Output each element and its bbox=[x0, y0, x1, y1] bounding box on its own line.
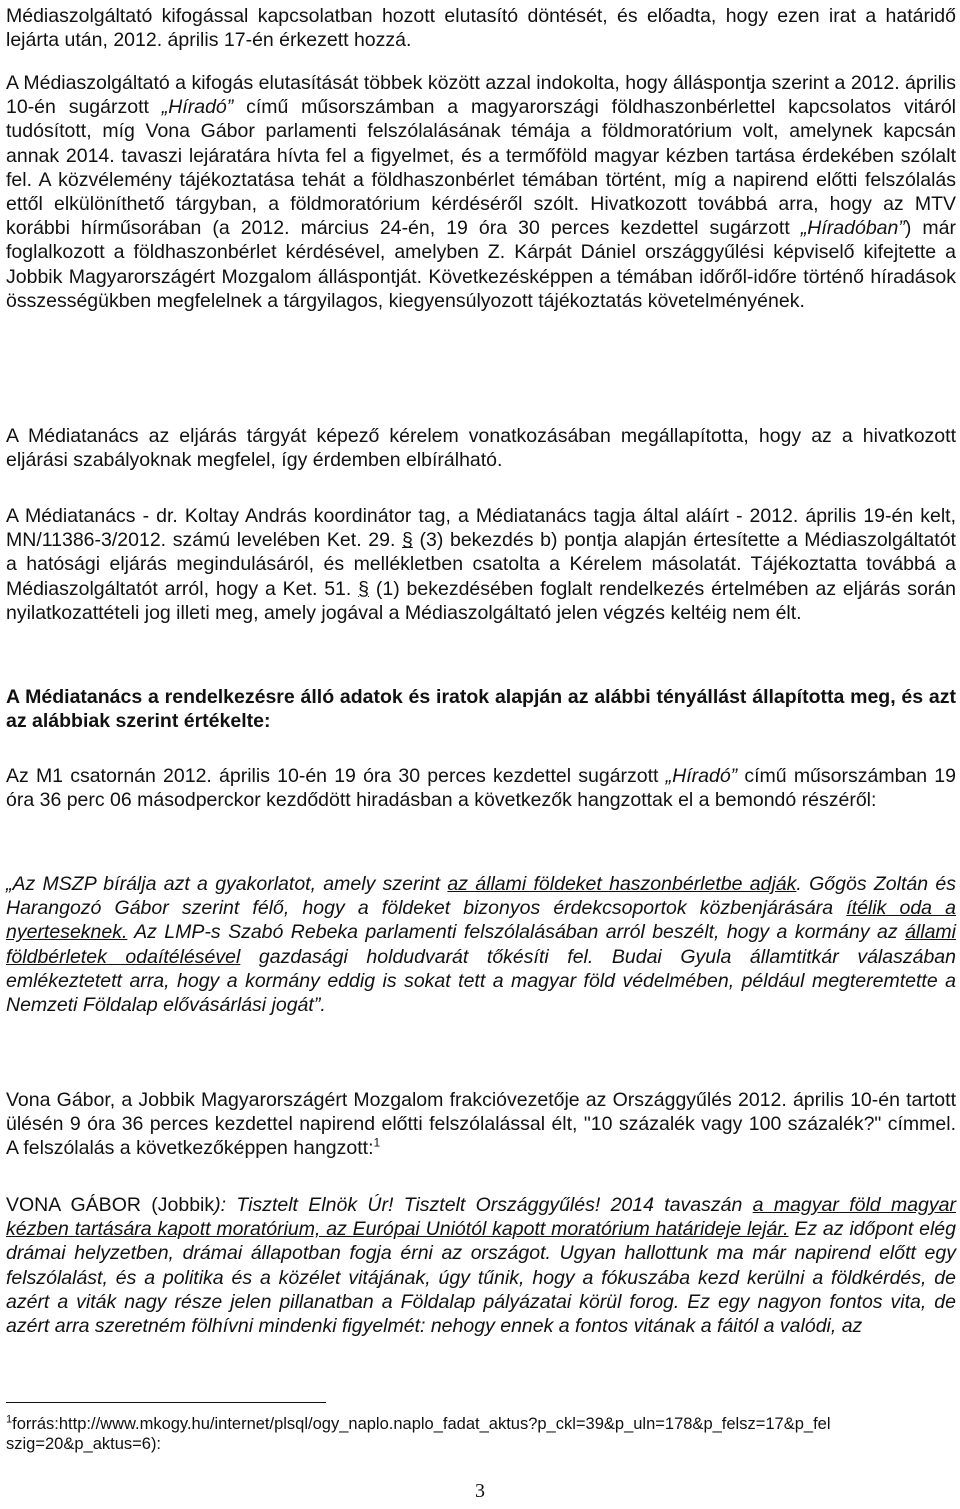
paragraph-mediatanacs-megallapitas: A Médiatanács az eljárás tárgyát képező kérelem vonatkozásában megállapította, hogy az a hivatkozott eljárási szabályoknak megfelel, így érdemben elbírálható. bbox=[6, 425, 956, 472]
paragraph-mediaszolgaltato-kifogas: Médiaszolgáltató kifogással kapcsolatban hozott elutasító döntését, és előadta, hogy ezen irat a határidő lejárta után, 2012. április 17-én érkezett hozzá. bbox=[6, 5, 956, 52]
underlined-phrase: az állami földeket haszonbérletbe adják bbox=[447, 873, 797, 895]
underlined-phrase: állami földbérletek odaítélésével bbox=[6, 921, 956, 968]
footnote-source-text: forrás:http://www.mkogy.hu/internet/plsql/ogy_naplo.naplo_fadat_aktus?p_ckl=39&p_uln=178&p_felsz=17&p_fel szig=20&p_aktus=6): bbox=[6, 1415, 831, 1453]
page-number: 3 bbox=[475, 1480, 485, 1502]
italic-program-title: „Híradóban” bbox=[800, 217, 905, 240]
paragraph-mediatanacs-ertesites: A Médiatanács - dr. Koltay András koordinátor tag, a Médiatanács tagja által aláírt - 2012. április 19-én kelt, MN/11386-3/2012. számú levelében Ket. 29. § (3) bekezdés b) pontja alapján értesítette a Médiaszolgáltatót a hatósági eljárás megindulásáról, és mellékletben csatolta a Kérelem másolatát. Tájékoztatta továbbá a Médiaszolgáltatót arról, hogy a Ket. 51. § (1) bekezdésében foglalt rendelkezés értelmében az eljárás során nyilatkozattételi jog illeti meg, amely jogával a Médiaszolgáltató jelen végzés keltéig nem élt. bbox=[6, 505, 956, 624]
italic-program-title: „Híradó” bbox=[161, 96, 234, 119]
section-sign: § bbox=[402, 529, 413, 552]
footnote-divider bbox=[6, 1402, 326, 1403]
paragraph-m1-hirado: Az M1 csatornán 2012. április 10-én 19 óra 30 perces kezdettel sugárzott „Híradó” című műsorszámban 19 óra 36 perc 06 másodperckor kezdődött hiradásban a következők hangzottak el a bemondó részéről: bbox=[6, 765, 956, 812]
section-sign: § bbox=[358, 577, 370, 600]
quote-hirado-bemondo: „Az MSZP bírálja azt a gyakorlatot, amely szerint az állami földeket haszonbérletbe adják. Gőgös Zoltán és Harangozó Gábor szerint félő, hogy a földeket bizonyos érdekcsoportok közbenjárására ítélik oda a nyerteseknek. Az LMP-s Szabó Rebeka parlamenti felszólalásában arról beszélt, hogy a kormány az állami földbérletek odaítélésével gazdasági holdudvarát tőkésíti fel. Budai Gyula államtitkár válaszában emlékeztetett arra, hogy a kormány eddig is sokat tett a magyar föld védelmében, például megteremtette a Nemzeti Földalap elővásárlási jogát”. bbox=[6, 873, 956, 1017]
underlined-phrase: a magyar föld magyar kézben tartására kapott moratórium, az Európai Uniótól kapott moratórium határideje lejár. bbox=[6, 1194, 956, 1241]
footnote-number: 1 bbox=[6, 1413, 13, 1426]
paragraph-vona-gabor-felszolalas: Vona Gábor, a Jobbik Magyarországért Mozgalom frakcióvezetője az Országgyűlés 2012. április 10-én tartott ülésén 9 óra 36 perces kezdettel napirend előtti felszólalással élt, "10 százalék vagy 100 százalék?" címmel. A felszólalás a következőképpen hangzott:$^1$ bbox=[6, 1089, 956, 1160]
paragraph-elutasitas-indokolas: A Médiaszolgáltató a kifogás elutasítását többek között azzal indokolta, hogy álláspontja szerint a 2012. április 10-én sugárzott „Híradó” című műsorszámban a magyarországi földhaszonbérlettel kapcsolatos vitáról tudósított, míg Vona Gábor parlamenti felszólalásának témája a földmoratórium volt, amelynek kapcsán annak 2014. tavaszi lejáratára hívta fel a figyelmet, és a termőföld magyar kézben tartása érdekében szólalt fel. A közvélemény tájékoztatása tehát a földhaszonbérlet témában történt, míg a napirend előtti felszólalás ettől elkülöníthető tárgyban, a földmoratórium kérdéséről szólt. Hivatkozott továbbá arra, hogy az MTV korábbi hírműsorában (a 2012. március 24-én, 19 óra 30 perces kezdettel sugárzott „Híradóban”) már foglalkozott a földhaszonbérlet kérdésével, amelyben Z. Kárpát Dániel országgyűlési képviselő kifejtette a Jobbik Magyarországért Mozgalom álláspontját. Következésképpen a témában időről-időre történő híradások összességükben megfelelnek a tárgyilagos, kiegyensúlyozott tájékoztatás követelményének. bbox=[6, 72, 956, 312]
bold-heading-tenyallas: A Médiatanács a rendelkezésre álló adatok és iratok alapján az alábbi tényállást állapította meg, és azt az alábbiak szerint értékelte: bbox=[6, 686, 956, 733]
footnote-reference: 1 bbox=[373, 1135, 381, 1150]
quote-vona-gabor-speech: VONA GÁBOR (Jobbik): Tisztelt Elnök Úr! Tisztelt Országgyűlés! 2014 tavaszán a magyar föld magyar kézben tartására kapott moratórium, az Európai Uniótól kapott moratórium határideje lejár. Ez az időpont elég drámai helyzetben, drámai állapotban fogja érni az országot. Ugyan hallottunk ma már napirend előtt egy felszólalást, és a politika és a közélet vitájának, úgy tűnik, hogy a fókuszába kezd kerülni a földkérdés, de azért a viták nagy része jelen pillanatban a Földalap pályázatai körül forog. Ez egy nagyon fontos vita, de azért arra szeretném fölhívni mindenki figyelmét: nehogy ennek a fontos vitának a fáitól a valódi, az bbox=[6, 1194, 956, 1338]
underlined-phrase: ítélik oda a nyerteseknek. bbox=[6, 897, 956, 944]
italic-program-title: „Híradó” bbox=[665, 765, 738, 787]
footnote bbox=[6, 1414, 956, 1454]
